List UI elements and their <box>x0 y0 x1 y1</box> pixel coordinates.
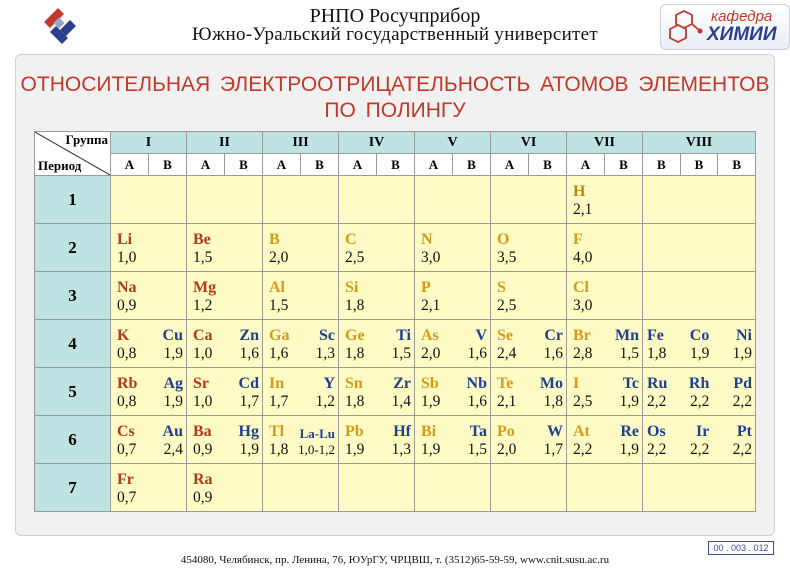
element-symbol: Au <box>162 423 183 440</box>
electronegativity-value: 0,7 <box>117 441 137 458</box>
element-symbol: Ag <box>163 375 183 392</box>
element-symbol: I <box>573 375 580 392</box>
element-re <box>620 424 639 458</box>
table-cell <box>566 463 643 512</box>
page-title-line2: ПО ПОЛИНГУ <box>324 99 466 122</box>
table-corner-header <box>34 131 111 176</box>
element-hg <box>239 424 259 458</box>
element-c <box>345 232 364 266</box>
subgroup-header: А <box>566 153 605 176</box>
element-al <box>269 280 288 314</box>
group-header-VI: VI <box>490 131 567 154</box>
element-ir <box>690 424 709 458</box>
element-symbol: Rh <box>688 375 710 392</box>
subgroup-header: В <box>642 153 681 176</box>
element-symbol: Po <box>497 423 515 440</box>
element-symbol: Ca <box>193 327 213 344</box>
element-symbol: S <box>497 279 506 296</box>
subgroup-header: В <box>452 153 491 176</box>
element-po <box>497 424 516 458</box>
element-n <box>421 232 440 266</box>
period-header-1: 1 <box>34 175 111 224</box>
element-symbol: Mg <box>193 279 217 296</box>
element-ru <box>647 376 667 410</box>
element-symbol: Sc <box>319 327 335 344</box>
element-symbol: Br <box>573 327 591 344</box>
element-symbol: Na <box>117 279 137 296</box>
table-cell <box>642 175 756 224</box>
element-te <box>497 376 516 410</box>
element-symbol: P <box>421 279 431 296</box>
element-nb <box>467 376 487 410</box>
element-symbol: Ba <box>193 423 212 440</box>
element-as <box>421 328 440 362</box>
period-header-5: 5 <box>34 367 111 416</box>
element-symbol: Cl <box>573 279 589 296</box>
electronegativity-value: 2,5 <box>497 297 517 314</box>
electronegativity-value: 1,7 <box>239 393 259 410</box>
table-cell <box>642 223 756 272</box>
footer-address: 454080, Челябинск, пр. Ленина, 76, ЮУрГУ, ЧРЦВШ, т. (3512)65-59-59, www.cnit.susu.ac.ru <box>180 554 610 566</box>
element-symbol: C <box>345 231 357 248</box>
element-mg <box>193 280 216 314</box>
subgroup-header: В <box>376 153 415 176</box>
table-cell <box>490 463 567 512</box>
element-v <box>468 328 487 362</box>
electronegativity-value: 1,8 <box>345 345 365 362</box>
element-rb <box>117 376 137 410</box>
element-symbol: Os <box>647 423 666 440</box>
subgroup-header: В <box>604 153 643 176</box>
element-symbol: W <box>547 423 563 440</box>
element-zr <box>392 376 411 410</box>
subgroup-header: В <box>300 153 339 176</box>
electronegativity-value: 1,4 <box>391 393 411 410</box>
element-symbol: Tc <box>622 375 639 392</box>
element-symbol: Cd <box>238 375 259 392</box>
group-header-VIII: VIII <box>642 131 756 154</box>
element-symbol: V <box>475 327 487 344</box>
electronegativity-value: 2,4 <box>163 441 183 458</box>
element-at <box>573 424 592 458</box>
element-fr <box>117 472 136 506</box>
element-ra <box>193 472 213 506</box>
element-symbol: Re <box>620 423 639 440</box>
electronegativity-value: 2,0 <box>497 441 517 458</box>
element-sb <box>421 376 440 410</box>
element-symbol: Ir <box>696 423 710 440</box>
element-hf <box>392 424 411 458</box>
element-ni <box>733 328 752 362</box>
element-li <box>117 232 136 266</box>
electronegativity-value: 1,2 <box>193 297 213 314</box>
logo-text-chemistry: ХИМИИ <box>707 24 777 45</box>
electronegativity-value: 1,8 <box>543 393 563 410</box>
element-fe <box>647 328 666 362</box>
corner-label-group: Группа <box>65 132 108 147</box>
subgroup-header: А <box>186 153 225 176</box>
electronegativity-value: 2,2 <box>689 393 710 410</box>
electronegativity-value: 1,9 <box>421 441 441 458</box>
electronegativity-value: 1,9 <box>689 345 710 362</box>
electronegativity-value: 1,6 <box>467 345 487 362</box>
subgroup-header: В <box>528 153 567 176</box>
group-header-II: II <box>186 131 263 154</box>
electronegativity-value: 1,5 <box>269 297 289 314</box>
element-symbol: Y <box>323 375 335 392</box>
subgroup-header: А <box>414 153 453 176</box>
table-cell <box>642 463 756 512</box>
table-cell <box>338 463 415 512</box>
electronegativity-value: 2,4 <box>497 345 517 362</box>
element-pt <box>733 424 752 458</box>
element-symbol: B <box>269 231 280 248</box>
element-zn <box>239 328 259 362</box>
element-ca <box>193 328 213 362</box>
element-pd <box>733 376 752 410</box>
subgroup-header: В <box>717 153 756 176</box>
electronegativity-value: 1,6 <box>269 345 289 362</box>
element-symbol: Cr <box>544 327 563 344</box>
element-b <box>269 232 288 266</box>
element-symbol: Ni <box>736 327 752 344</box>
header <box>0 0 790 50</box>
electronegativity-value: 1,9 <box>163 393 183 410</box>
table-cell <box>642 271 756 320</box>
element-symbol: Ti <box>396 327 411 344</box>
electronegativity-value: 2,1 <box>421 297 441 314</box>
electronegativity-value: 2,1 <box>497 393 517 410</box>
element-symbol: Co <box>689 327 710 344</box>
electronegativity-value: 2,2 <box>732 441 752 458</box>
electronegativity-value: 2,5 <box>345 249 365 266</box>
element-pb <box>345 424 364 458</box>
electronegativity-table <box>34 131 754 517</box>
element-br <box>573 328 592 362</box>
element-au <box>163 424 183 458</box>
electronegativity-value: 1,0 <box>193 393 213 410</box>
element-symbol: O <box>497 231 510 248</box>
element-tc <box>620 376 639 410</box>
electronegativity-value: 1,6 <box>467 393 487 410</box>
page-title-line1: ОТНОСИТЕЛЬНАЯ ЭЛЕКТРООТРИЦАТЕЛЬНОСТЬ АТОМОВ ЭЛЕМЕНТОВ <box>20 73 770 96</box>
element-la-lu <box>298 424 335 456</box>
electronegativity-value: 1,5 <box>193 249 213 266</box>
element-in <box>269 376 288 410</box>
electronegativity-value: 0,9 <box>193 489 213 506</box>
electronegativity-value: 0,8 <box>117 393 137 410</box>
electronegativity-value: 1,6 <box>543 345 563 362</box>
element-symbol: Sr <box>193 375 209 392</box>
element-symbol: Sb <box>421 375 439 392</box>
subgroup-header: А <box>262 153 301 176</box>
electronegativity-value: 4,0 <box>573 249 593 266</box>
header-org-name: РНПО Росучприбор <box>309 5 481 27</box>
element-cr <box>544 328 563 362</box>
element-ga <box>269 328 289 362</box>
element-symbol: Cs <box>117 423 135 440</box>
element-y <box>316 376 335 410</box>
element-ge <box>345 328 365 362</box>
element-symbol: Cu <box>162 327 183 344</box>
subgroup-header: А <box>490 153 529 176</box>
element-symbol: Pd <box>733 375 752 392</box>
group-header-I: I <box>110 131 187 154</box>
electronegativity-value: 0,7 <box>117 489 137 506</box>
electronegativity-value: 2,2 <box>573 441 593 458</box>
table-cell <box>262 175 339 224</box>
element-symbol: At <box>573 423 590 440</box>
group-header-III: III <box>262 131 339 154</box>
electronegativity-value: 2,8 <box>573 345 593 362</box>
slide-code: 00 . 003 . 012 <box>708 541 774 555</box>
element-f <box>573 232 592 266</box>
element-s <box>497 280 516 314</box>
element-symbol: Ra <box>193 471 213 488</box>
logo-text-department: кафедра <box>711 8 773 25</box>
element-cd <box>239 376 259 410</box>
element-o <box>497 232 516 266</box>
element-symbol: Tl <box>269 423 285 440</box>
electronegativity-value: 1,0-1,2 <box>298 442 335 457</box>
electronegativity-value: 0,8 <box>117 345 137 362</box>
element-cu <box>163 328 183 362</box>
element-symbol: Li <box>117 231 133 248</box>
electronegativity-value: 1,9 <box>732 345 752 362</box>
element-symbol: Fr <box>117 471 134 488</box>
element-w <box>544 424 563 458</box>
electronegativity-value: 2,2 <box>689 441 710 458</box>
element-symbol: Ta <box>469 423 487 440</box>
element-ba <box>193 424 212 458</box>
molecule-icon <box>664 7 706 47</box>
element-sr <box>193 376 212 410</box>
electronegativity-value: 1,3 <box>391 441 411 458</box>
element-symbol: Mn <box>615 327 639 344</box>
element-tl <box>269 424 288 458</box>
element-symbol: Al <box>269 279 285 296</box>
subgroup-header: А <box>110 153 149 176</box>
subgroup-header: В <box>148 153 187 176</box>
electronegativity-value: 1,9 <box>345 441 365 458</box>
element-sc <box>316 328 335 362</box>
element-mo <box>540 376 563 410</box>
element-symbol: Pt <box>736 423 752 440</box>
electronegativity-value: 1,3 <box>315 345 335 362</box>
element-symbol: Se <box>497 327 513 344</box>
electronegativity-value: 3,0 <box>421 249 441 266</box>
period-header-4: 4 <box>34 319 111 368</box>
electronegativity-value: 1,9 <box>421 393 441 410</box>
electronegativity-value: 1,9 <box>619 441 639 458</box>
element-rh <box>689 376 709 410</box>
subgroup-header: В <box>224 153 263 176</box>
subgroup-header: В <box>680 153 719 176</box>
electronegativity-value: 1,7 <box>543 441 563 458</box>
element-symbol: Zn <box>239 327 259 344</box>
element-symbol: Bi <box>421 423 437 440</box>
element-cs <box>117 424 136 458</box>
electronegativity-value: 1,7 <box>269 393 289 410</box>
group-header-VII: VII <box>566 131 643 154</box>
element-symbol: Zr <box>393 375 411 392</box>
electronegativity-value: 2,2 <box>647 441 667 458</box>
chemistry-department-logo <box>660 4 790 50</box>
electronegativity-value: 2,1 <box>573 201 593 218</box>
table-cell <box>186 175 263 224</box>
element-symbol: F <box>573 231 583 248</box>
electronegativity-value: 2,0 <box>421 345 441 362</box>
corner-label-period: Период <box>38 158 82 173</box>
element-symbol: N <box>421 231 433 248</box>
subgroup-header: А <box>338 153 377 176</box>
element-ag <box>163 376 183 410</box>
electronegativity-value: 1,0 <box>117 249 137 266</box>
electronegativity-value: 1,9 <box>163 345 183 362</box>
element-h <box>573 184 592 218</box>
period-header-6: 6 <box>34 415 111 464</box>
element-ti <box>392 328 411 362</box>
table-cell <box>490 175 567 224</box>
element-symbol: Si <box>345 279 359 296</box>
electronegativity-value: 1,8 <box>345 393 365 410</box>
element-symbol: Hf <box>393 423 411 440</box>
element-i <box>573 376 592 410</box>
element-sn <box>345 376 364 410</box>
table-cell <box>414 175 491 224</box>
electronegativity-value: 2,0 <box>269 249 289 266</box>
element-be <box>193 232 212 266</box>
electronegativity-value: 2,5 <box>573 393 593 410</box>
electronegativity-value: 0,9 <box>193 441 213 458</box>
element-symbol: Mo <box>539 375 563 392</box>
element-k <box>117 328 136 362</box>
header-university-name: Южно-Уральский государственный университет <box>192 24 598 45</box>
element-na <box>117 280 137 314</box>
element-symbol: Te <box>497 375 514 392</box>
element-symbol: Ru <box>647 375 668 392</box>
element-p <box>421 280 440 314</box>
element-symbol: Hg <box>238 423 259 440</box>
element-co <box>690 328 710 362</box>
element-symbol: H <box>573 183 586 200</box>
electronegativity-value: 1,9 <box>619 393 639 410</box>
element-ta <box>468 424 487 458</box>
element-os <box>647 424 666 458</box>
element-mn <box>615 328 639 362</box>
electronegativity-value: 1,5 <box>467 441 487 458</box>
table-cell <box>110 175 187 224</box>
element-symbol: Ga <box>269 327 290 344</box>
electronegativity-value: 1,8 <box>269 441 289 458</box>
element-symbol: Be <box>193 231 211 248</box>
element-si <box>345 280 364 314</box>
electronegativity-value: 1,2 <box>315 393 335 410</box>
table-cell <box>338 175 415 224</box>
electronegativity-value: 1,5 <box>391 345 411 362</box>
element-symbol: La-Lu <box>299 426 335 441</box>
element-bi <box>421 424 440 458</box>
electronegativity-value: 3,5 <box>497 249 517 266</box>
electronegativity-value: 1,9 <box>239 441 259 458</box>
content-panel <box>15 54 775 536</box>
group-header-V: V <box>414 131 491 154</box>
element-se <box>497 328 516 362</box>
electronegativity-value: 1,8 <box>647 345 667 362</box>
electronegativity-value: 1,6 <box>239 345 259 362</box>
period-header-7: 7 <box>34 463 111 512</box>
element-symbol: Sn <box>345 375 363 392</box>
table-cell <box>262 463 339 512</box>
electronegativity-value: 2,2 <box>732 393 752 410</box>
period-header-2: 2 <box>34 223 111 272</box>
electronegativity-value: 3,0 <box>573 297 593 314</box>
electronegativity-value: 0,9 <box>117 297 137 314</box>
electronegativity-value: 1,8 <box>345 297 365 314</box>
element-symbol: Pb <box>345 423 364 440</box>
element-symbol: In <box>269 375 285 392</box>
period-header-3: 3 <box>34 271 111 320</box>
element-cl <box>573 280 592 314</box>
electronegativity-value: 2,2 <box>647 393 667 410</box>
electronegativity-value: 1,5 <box>619 345 639 362</box>
element-symbol: Ge <box>345 327 365 344</box>
element-symbol: Fe <box>647 327 664 344</box>
element-symbol: Nb <box>466 375 487 392</box>
group-header-IV: IV <box>338 131 415 154</box>
page-title <box>16 72 774 124</box>
element-symbol: Rb <box>117 375 138 392</box>
element-symbol: K <box>117 327 130 344</box>
element-symbol: As <box>421 327 439 344</box>
electronegativity-value: 1,0 <box>193 345 213 362</box>
table-cell <box>414 463 491 512</box>
